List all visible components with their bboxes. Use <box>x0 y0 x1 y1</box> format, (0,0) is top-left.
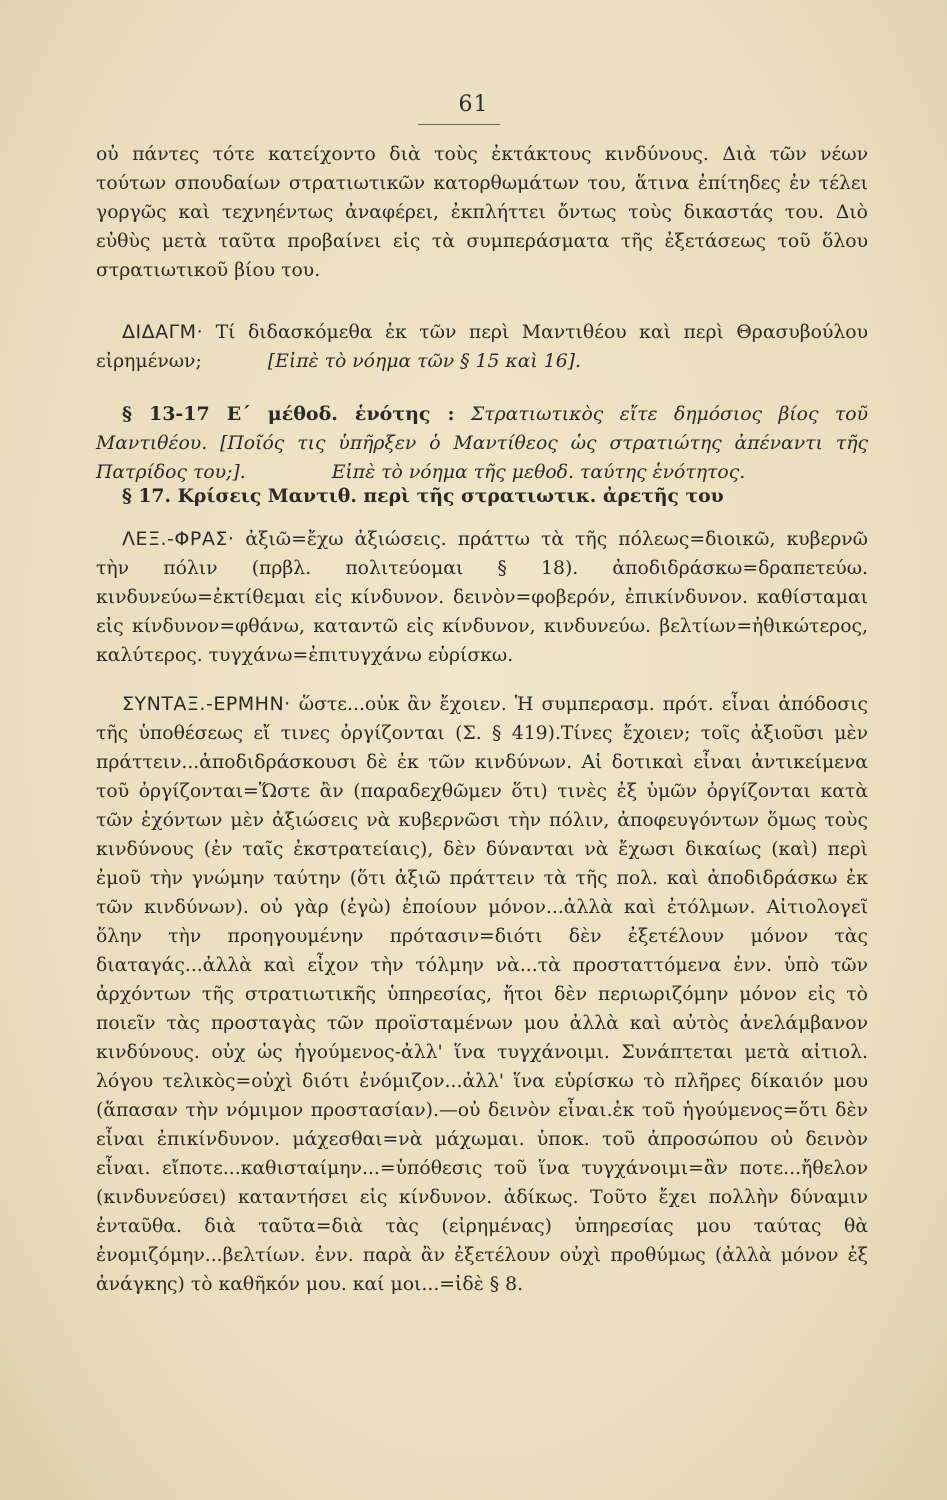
paragraph-intro: οὐ πάντες τότε κατείχοντο διὰ τοὺς ἐκτάκτους κινδύνους. Διὰ τῶν νέων τούτων σπουδαίων στρατιωτικῶν κατορθωμάτων του, ἅτινα ἐπίτηδες ἐν τέλει γοργῶς καὶ τεχνηέντως ἀναφέρει, ἐκπλήττει ὄντως τοὺς δικαστάς του. Διὸ εὐθὺς μετὰ ταῦτα προβαίνει εἰς τὰ συμπεράσματα τῆς ἐξετάσεως τοῦ ὅλου στρατιωτικοῦ βίου του. <box>96 144 868 281</box>
page-number: 61 <box>458 92 489 117</box>
paragraph-didagm <box>96 318 868 376</box>
section-heading <box>96 482 868 511</box>
syntax-text: ὥστε...οὐκ ἂν ἔχοιεν. Ἡ συμπερασμ. πρότ. εἶναι ἀπόδοσις τῆς ὑποθέσεως εἴ τινες ὀργίζονται (Σ. § 419).Τίνες ἔχοιεν; τοῖς ἀξιοῦσι μὲν πράττειν...ἀποδιδράσκουσι δὲ ἐκ τῶν κινδύνων. Αἱ δοτικαὶ εἶναι ἀντικείμενα τοῦ ὀργίζονται=Ὥστε ἂν (παραδεχθῶμεν ὅτι) τινὲς ἐξ ὑμῶν ὀργίζονται κατὰ τῶν ἐχόντων μὲν ἀξιώσεις νὰ κυβερνῶσι τὴν πόλιν, ἀποφευγόντων ὅμως τοὺς κινδύνους (ἐν ταῖς ἐκστρατείαις), δὲν δύνανται νὰ ἔχωσι δικαίως (καὶ) περὶ ἐμοῦ τὴν γνώμην ταύτην (ὅτι ἀξιῶ πράττειν τὰ τῆς πολ. καὶ ἀποδιδράσκω ἐκ τῶν κινδύνων). οὐ γὰρ (ἐγὼ) ἐποίουν μόνον...ἀλλὰ καὶ ἐτόλμων. Αἰτιολογεῖ ὅλην τὴν προηγουμένην πρότασιν=διότι δὲν ἐξετέλουν μόνον τὰς διαταγάς...ἀλλὰ καὶ εἶχον τὴν τόλμην νὰ...τὰ προσταττόμενα ἐνν. ὑπὸ τῶν ἀρχόντων τῆς στρατιωτικῆς ὑπηρεσίας, ἤτοι δὲν περιωριζόμην μόνον εἰς τὸ ποιεῖν τὰς προσταγὰς τῶν προϊσταμένων μου ἀλλὰ καὶ αὐτὸς ἀνελάμβανον κινδύνους. οὐχ ὡς ἡγούμενος-ἀλλ' ἵνα τυγχάνοιμι. Συνάπτεται μετὰ αἰτιολ. λόγου τελικὸς=οὐχὶ διότι ἐνόμιζον...ἀλλ' ἵνα εὑρίσκω τὸ πλῆρες δίκαιόν μου (ἅπασαν τὴν νόμιμον προστασίαν).—οὐ δεινὸν εἶναι.ἐκ τοῦ ἡγούμενος=ὅτι δὲν εἶναι ἐπικίνδυνον. μάχεσθαι=νὰ μάχωμαι. ὑποκ. τοῦ ἀπροσώπου οὐ δεινὸν εἶναι. εἴποτε...καθισταίμην...=ὑπόθεσις τοῦ ἵνα τυγχάνοιμι=ἂν ποτε...ἤθελον (κινδυνεύσει) καταντήσει εἰς κίνδυνον. ἀδίκως. Τοῦτο ἔχει πολλὴν δύναμιν ἐνταῦθα. διὰ ταῦτα=διὰ τὰς (εἰρημένας) ὑπηρεσίας μου ταύτας θὰ ἐνομιζόμην...βελτίων. ἐνν. παρὰ ἂν ἐξετέλουν οὐχὶ προθύμως (ἀλλὰ μόνον ἐξ ἀνάγκης) τὸ καθῆκόν μου. καί μοι...=ἰδὲ § 8. <box>96 694 868 1295</box>
method-heading: § 13-17 Ε΄ μέθοδ. ἑνότης : <box>122 403 455 425</box>
method-text: Στρατιωτικὸς εἴτε δημόσιος βίος τοῦ Μαντιθέου. [Ποῖός τις ὑπῆρξεν ὁ Μαντίθεος ὡς στρατιώτης ἀπέναντι τῆς Πατρίδος του;]. <box>96 404 868 483</box>
paragraph-syntax <box>96 690 868 1299</box>
lexis-text: ἀξιῶ=ἔχω ἀξιώσεις. πράττω τὰ τῆς πόλεως=διοικῶ, κυβερνῶ τὴν πόλιν (πρβλ. πολιτεύομαι § 18). ἀποδιδράσκω=δραπετεύω. κινδυνεύω=ἐκτίθεμαι εἰς κίνδυνον. δεινὸν=φοβερόν, ἐπικίνδυνον. καθίσταμαι εἰς κίνδυνον=φθάνω, καταντῶ εἰς κίνδυνον, κινδυνεύω. βελτίων=ἠθικώτερος, καλύτερος. τυγχάνω=ἐπιτυγχάνω εὑρίσκω. <box>96 529 868 666</box>
didagm-label: ΔΙΔΑΓΜ· <box>122 321 204 343</box>
didagm-note: [Εἰπὲ τὸ νόημα τῶν § 15 καὶ 16]. <box>267 351 581 372</box>
page-number-rule <box>418 124 500 125</box>
syntax-label: ΣΥΝΤΑΞ.-ΕΡΜΗΝ· <box>122 693 291 715</box>
paragraph-method-unit <box>96 400 868 487</box>
section-17-title: § 17. Κρίσεις Μαντιθ. περὶ τῆς στρατιωτικ. ἀρετῆς του <box>122 485 724 507</box>
method-note: Εἰπὲ τὸ νόημα τῆς μεθοδ. ταύτης ἑνότητος. <box>331 462 746 483</box>
lexis-label: ΛΕΞ.-ΦΡΑΣ· <box>122 528 235 550</box>
didagm-text: Τί διδασκόμεθα ἐκ τῶν περὶ Μαντιθέου καὶ περὶ Θρασυβούλου εἰρημένων; <box>96 322 868 372</box>
paragraph-lexis <box>96 525 868 670</box>
